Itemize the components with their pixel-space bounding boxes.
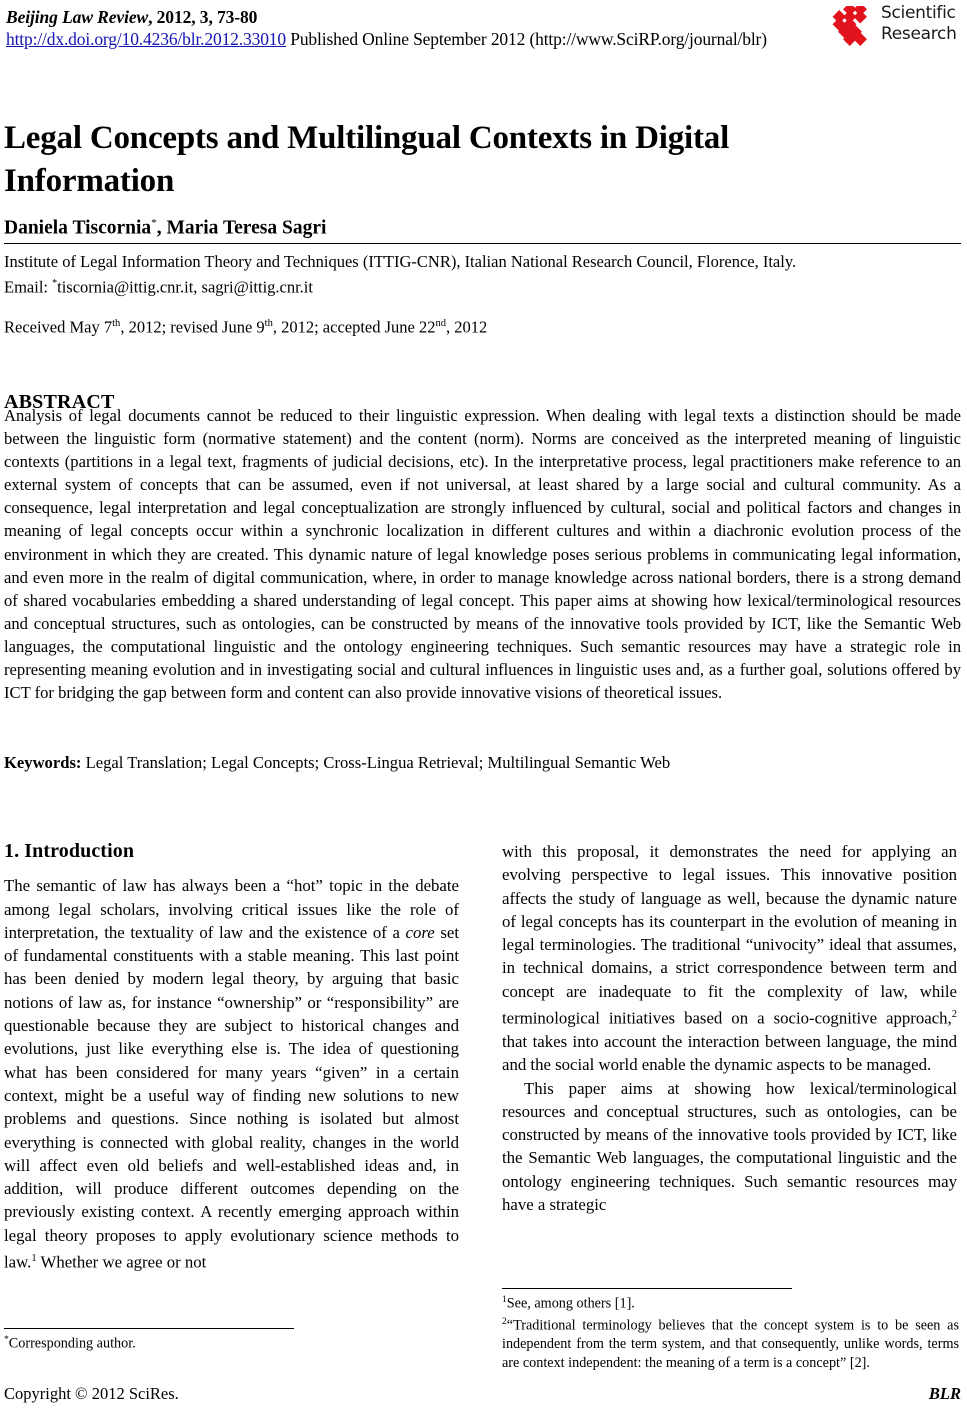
publisher-name: [881, 3, 957, 45]
journal-name: Beijing Law Review: [6, 7, 149, 27]
corresponding-author-marker: *: [151, 217, 157, 229]
footnote-rule-left: [4, 1328, 294, 1329]
footnote-1: [502, 1291, 959, 1313]
footnote-2: [502, 1313, 959, 1372]
running-head: [6, 6, 826, 50]
doi-link[interactable]: http://dx.doi.org/10.4236/blr.2012.33010: [6, 29, 287, 49]
abstract-heading: ABSTRACT: [4, 390, 115, 413]
abstract-body: Analysis of legal documents cannot be reduced to their linguistic expression. When dealing with legal texts a distinction should be made between the linguistic form (normative statement) and the content (norm). Norms are conceived as the interpreted meaning of linguistic contexts (partitions in a legal text, fragments of judicial decisions, etc). In the interpretative process, legal practitioners make reference to an external system of concepts that can be assumed, even if not universal, at least shared by a large social and cultural community. As a consequence, legal interpretation and legal conceptualization are strongly influenced by cultural, social and political factors and changes in meaning of legal concepts occur within a synchronic localization in different cultures and within a diachronic evolution process of the environment in which they are created. This dynamic nature of legal knowledge poses serious problems in communicating legal information, and even more in the realm of digital communication, where, in order to manage knowledge across national borders, there is a strong demand of shared vocabularies embedding a shared understanding of legal concept. This paper aims at showing how lexical/terminological resources and conceptual structures, such as ontologies, can be constructed by means of the innovative tools provided by ICT, like the Semantic Web languages, the computational linguistic and the ontology engineering techniques. Such semantic resources may have a strategic role in representing meaning evolution and in investigating social and cultural influences in linguistic uses and, as a further goal, solutions offered by ICT for bridging the gap between form and content can also provide innovative visions of theoretical issues.: [4, 406, 961, 703]
publisher-name-line1: Scientific: [881, 3, 956, 23]
author-name-rest: , Maria Teresa Sagri: [156, 217, 327, 239]
body-column-left: [4, 840, 459, 1274]
page-title: Legal Concepts and Multilingual Contexts in Digital Information: [4, 120, 730, 200]
paragraph-this-paper-aims: This paper aims at showing how lexical/terminological resources and conceptual structures, such as ontologies, can be constructed by means of the innovative tools provided by ICT, like the Semantic Web languages, the computational linguistic and the ontology engineering techniques. Such semantic resources may have a strategic: [502, 1078, 957, 1215]
publisher-name-line2: Research: [881, 24, 957, 44]
body-column-right: [502, 840, 957, 1216]
footnote-block-right: [502, 1291, 959, 1372]
author-divider-rule: [4, 243, 961, 244]
journal-abbreviation: BLR: [928, 1384, 961, 1403]
received-date-part1: Received May 7: [4, 317, 113, 337]
keywords-label: Keywords:: [4, 753, 82, 772]
footnote-marker-asterisk: *: [4, 1334, 9, 1345]
footnote-marker-1: 1: [502, 1294, 507, 1305]
received-date-part4: , 2012: [446, 317, 488, 337]
received-ordinal-3: nd: [435, 318, 446, 329]
received-ordinal-1: th: [112, 318, 121, 329]
publisher-logo: [831, 2, 961, 54]
email-line: [4, 273, 944, 298]
paragraph-text-b: that takes into account the interaction between language, the mind and the social world enable the dynamic aspects to be managed.: [502, 1031, 957, 1075]
paragraph-text-a: with this proposal, it demonstrates the need for applying an evolving perspective to legal issues. This innovative position affects the study of language as well, because the dynamic nature of legal concepts has its counterpart in the evolution of meaning in legal terminologies. The traditional “univocity” ideal that assumes, in technical domains, a strict correspondence between term and concept are inadequate to fit the complexity of law, while terminological initiatives based on a socio-cognitive approach,: [502, 842, 957, 1028]
footnote-1-text: See, among others [1].: [506, 1295, 635, 1312]
doi-and-publication-line: [6, 28, 826, 50]
author-name-first: Daniela Tiscornia: [4, 217, 152, 239]
received-ordinal-2: th: [264, 318, 273, 329]
paragraph-text-c: Whether we agree or not: [36, 1252, 207, 1272]
section-heading-introduction: 1. Introduction: [4, 840, 135, 862]
email-addresses: tiscornia@ittig.cnr.it, sagri@ittig.cnr.it: [57, 277, 313, 296]
copyright-notice: Copyright © 2012 SciRes.: [4, 1384, 179, 1403]
affiliation-text: Institute of Legal Information Theory and Techniques (ITTIG-CNR), Italian National Research Council, Florence, Italy.: [4, 252, 797, 271]
footnote-ref-1[interactable]: 1: [31, 1253, 37, 1265]
emphasis-core: core: [405, 922, 435, 942]
keywords-value: Legal Translation; Legal Concepts; Cross-Lingua Retrieval; Multilingual Semantic Web: [81, 753, 671, 772]
footnote-corresponding-author: [4, 1331, 459, 1353]
email-corresponding-marker: *: [52, 277, 58, 289]
received-date-part3: , 2012; accepted June 22: [272, 317, 436, 337]
author-list: [4, 211, 904, 241]
footnote-ref-2[interactable]: 2: [951, 1009, 957, 1021]
published-online-text: Published Online September 2012 (http://www.SciRP.org/journal/blr): [286, 29, 767, 49]
footnote-marker-2: 2: [502, 1316, 507, 1328]
footnote-2-text: “Traditional terminology believes that the concept system is to be seen as independent from the term system, and that consequently, unlike words, terms are context independent: the meaning of a term is a concept” [2].: [502, 1317, 959, 1371]
paragraph-intro-left: [4, 874, 459, 1274]
received-date-part2: , 2012; revised June 9: [120, 317, 265, 337]
keywords-line: [4, 752, 961, 774]
paragraph-text-b: set of fundamental constituents with a stable meaning. This last point has been denied by modern legal theory, by arguing that basic notions of law as, for instance “ownership” or “responsibility” are questionable because they are subject to historical changes and evolutions, just like everything else is. The idea of questioning what has been considered for many years “given” in a certain context, might be a useful way of finding new solutions to new problems and questions. Since nothing is isolated but almost everything is connected with global reality, changes in the world will affect even old beliefs and well-established ideas and, in addition, will produce different outcomes depending on the previously existing context. A recently emerging approach within legal theory proposes to apply evolutionary science methods to law.: [4, 922, 459, 1272]
scientific-research-diamond-icon: [831, 6, 877, 50]
footnote-text: Corresponding author.: [8, 1335, 136, 1352]
paragraph-continuation-right: [502, 840, 957, 1077]
paragraph-text-a: The semantic of law has always been a “hot” topic in the debate among legal scholars, involving critical issues like the role of interpretation, the textuality of law and the existence of a: [4, 876, 459, 942]
received-dates: [4, 313, 944, 338]
email-label: Email:: [4, 277, 53, 296]
footnote-rule-right: [502, 1288, 792, 1289]
journal-volume-pages: , 2012, 3, 73-80: [148, 7, 258, 27]
affiliation-block: [4, 251, 944, 298]
journal-citation-line: [6, 6, 826, 28]
